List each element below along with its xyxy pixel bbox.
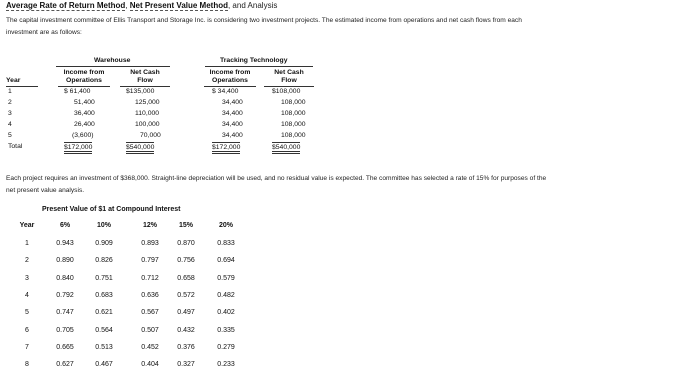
tracking-income-cell: 34,400	[222, 132, 243, 139]
warehouse-cash-cell: $135,000	[126, 88, 155, 95]
warehouse-cash-cell: 70,000	[140, 132, 161, 139]
pv-factor-cell: 0.567	[141, 309, 159, 317]
pv-factor-cell: 0.621	[95, 309, 113, 317]
pv-factor-cell: 0.404	[141, 361, 159, 368]
header-label: Operations	[212, 77, 248, 84]
title-separator: ,	[125, 1, 130, 10]
year-cell: 3	[8, 110, 12, 117]
analysis-line-2: net present value analysis.	[6, 187, 85, 194]
tracking-cash-cell: 108,000	[281, 121, 306, 128]
header-label: Flow	[137, 77, 153, 84]
header-label: Net Cash	[130, 69, 160, 76]
pv-factor-cell: 0.751	[95, 274, 113, 282]
pv-factor-cell: 0.279	[217, 343, 235, 351]
pv-factor-cell: 0.747	[56, 309, 74, 317]
pv-header-year: Year	[19, 222, 35, 229]
tracking-cash-cell: 108,000	[281, 132, 306, 139]
warehouse-income-cell: 51,400	[74, 99, 95, 106]
pv-factor-cell: 0.792	[56, 291, 74, 299]
pv-factor-cell: 0.694	[217, 257, 235, 265]
pv-factor-cell: 0.756	[177, 257, 195, 265]
pv-factor-cell: 0.712	[141, 274, 159, 282]
pv-factor-cell: 0.513	[95, 343, 113, 351]
pv-factor-cell: 0.658	[177, 274, 195, 282]
pv-year-cell: 3	[25, 274, 29, 282]
warehouse-income-cell: 26,400	[74, 121, 95, 128]
pv-factor-cell: 0.233	[217, 361, 235, 368]
warehouse-group-title: Warehouse	[94, 57, 131, 64]
title-rest: , and Analysis	[227, 1, 278, 10]
pv-factor-cell: 0.893	[141, 240, 159, 247]
tracking-income-cell: $ 34,400	[212, 88, 239, 95]
tracking-income-cell: 34,400	[222, 110, 243, 117]
pv-factor-cell: 0.432	[177, 326, 195, 334]
tracking-income-cell: 34,400	[222, 99, 243, 106]
tracking-group-title: Tracking Technology	[220, 57, 288, 64]
pv-factor-cell: 0.467	[95, 361, 113, 368]
pv-year-cell: 5	[25, 309, 29, 317]
pv-factor-cell: 0.840	[56, 274, 74, 282]
pv-factor-cell: 0.507	[141, 326, 159, 334]
year-cell: 2	[8, 99, 12, 106]
pv-year-cell: 1	[25, 240, 29, 247]
pv-factor-cell: 0.572	[177, 291, 195, 299]
pv-factor-cell: 0.909	[95, 240, 113, 247]
pv-factor-cell: 0.870	[177, 240, 195, 247]
warehouse-income-cell: 36,400	[74, 110, 95, 117]
tracking-income-total: $172,000	[212, 142, 240, 154]
warehouse-income-cell: (3,600)	[72, 132, 94, 139]
pv-factor-cell: 0.497	[177, 309, 195, 317]
tracking-cash-cell: $108,000	[272, 88, 301, 95]
pv-header-rate: 12%	[142, 222, 157, 229]
pv-header-rate: 15%	[178, 222, 193, 229]
pv-header-rate: 10%	[96, 222, 111, 229]
year-cell: 5	[8, 132, 12, 139]
analysis-line-1: Each project requires an investment of $368,000. Straight-line depreciation will be used, and no residual value is expected. The committee has selected a rate of 15% for purposes of the	[6, 175, 547, 182]
header-label: Income from	[63, 69, 105, 76]
pv-year-cell: 2	[25, 257, 29, 265]
intro-line-2: investment are as follows:	[6, 29, 82, 36]
tracking-cash-total: $540,000	[272, 142, 300, 154]
pv-factor-cell: 0.636	[141, 291, 159, 299]
title-link-average-rate[interactable]: Average Rate of Return Method	[6, 1, 126, 10]
pv-header-rate: 20%	[218, 222, 233, 229]
pv-year-cell: 7	[25, 343, 29, 351]
warehouse-cash-cell: 110,000	[135, 110, 160, 117]
header-label: Income from	[209, 69, 251, 76]
pv-year-cell: 4	[25, 291, 29, 299]
pv-factor-cell: 0.452	[141, 343, 159, 351]
pv-factor-cell: 0.943	[56, 240, 74, 247]
pv-factor-cell: 0.327	[177, 361, 195, 368]
year-cell: 1	[8, 88, 12, 95]
pv-factor-cell: 0.683	[95, 291, 113, 299]
pv-factor-cell: 0.402	[217, 309, 235, 317]
pv-factor-cell: 0.797	[141, 257, 159, 265]
header-label: Operations	[66, 77, 102, 84]
pv-factor-cell: 0.335	[217, 326, 235, 334]
warehouse-cash-cell: 100,000	[135, 121, 160, 128]
pv-factor-cell: 0.826	[95, 257, 113, 265]
pv-factor-cell: 0.564	[95, 326, 113, 334]
tracking-income-cell: 34,400	[222, 121, 243, 128]
pv-factor-cell: 0.833	[217, 240, 235, 247]
pv-year-cell: 6	[25, 326, 29, 334]
tracking-cash-cell: 108,000	[281, 110, 306, 117]
pv-factor-cell: 0.705	[56, 326, 74, 334]
warehouse-cash-cell: 125,000	[135, 99, 160, 106]
pv-factor-cell: 0.376	[177, 343, 195, 351]
tracking-cash-cell: 108,000	[281, 99, 306, 106]
pv-header-rate: 6%	[59, 222, 71, 229]
header-label: Net Cash	[274, 69, 304, 76]
header-year: Year	[6, 77, 21, 84]
pv-factor-cell: 0.890	[56, 257, 74, 265]
year-cell: 4	[8, 121, 12, 128]
total-label: Total	[8, 143, 23, 150]
warehouse-income-total: $172,000	[64, 142, 92, 154]
pv-factor-cell: 0.579	[217, 274, 235, 282]
pv-year-cell: 8	[25, 361, 29, 368]
header-label: Flow	[281, 77, 297, 84]
pv-factor-cell: 0.482	[217, 291, 235, 299]
pv-factor-cell: 0.665	[56, 343, 74, 351]
title-link-npv[interactable]: Net Present Value Method	[129, 1, 228, 10]
warehouse-income-cell: $ 61,400	[64, 88, 91, 95]
pv-factor-cell: 0.627	[56, 361, 74, 368]
warehouse-cash-total: $540,000	[126, 142, 154, 154]
intro-line-1: The capital investment committee of Ellis Transport and Storage Inc. is considering two investment projects. The estimated income from operations and net cash flows from each	[6, 17, 522, 24]
pv-table-title: Present Value of $1 at Compound Interest	[42, 206, 181, 213]
